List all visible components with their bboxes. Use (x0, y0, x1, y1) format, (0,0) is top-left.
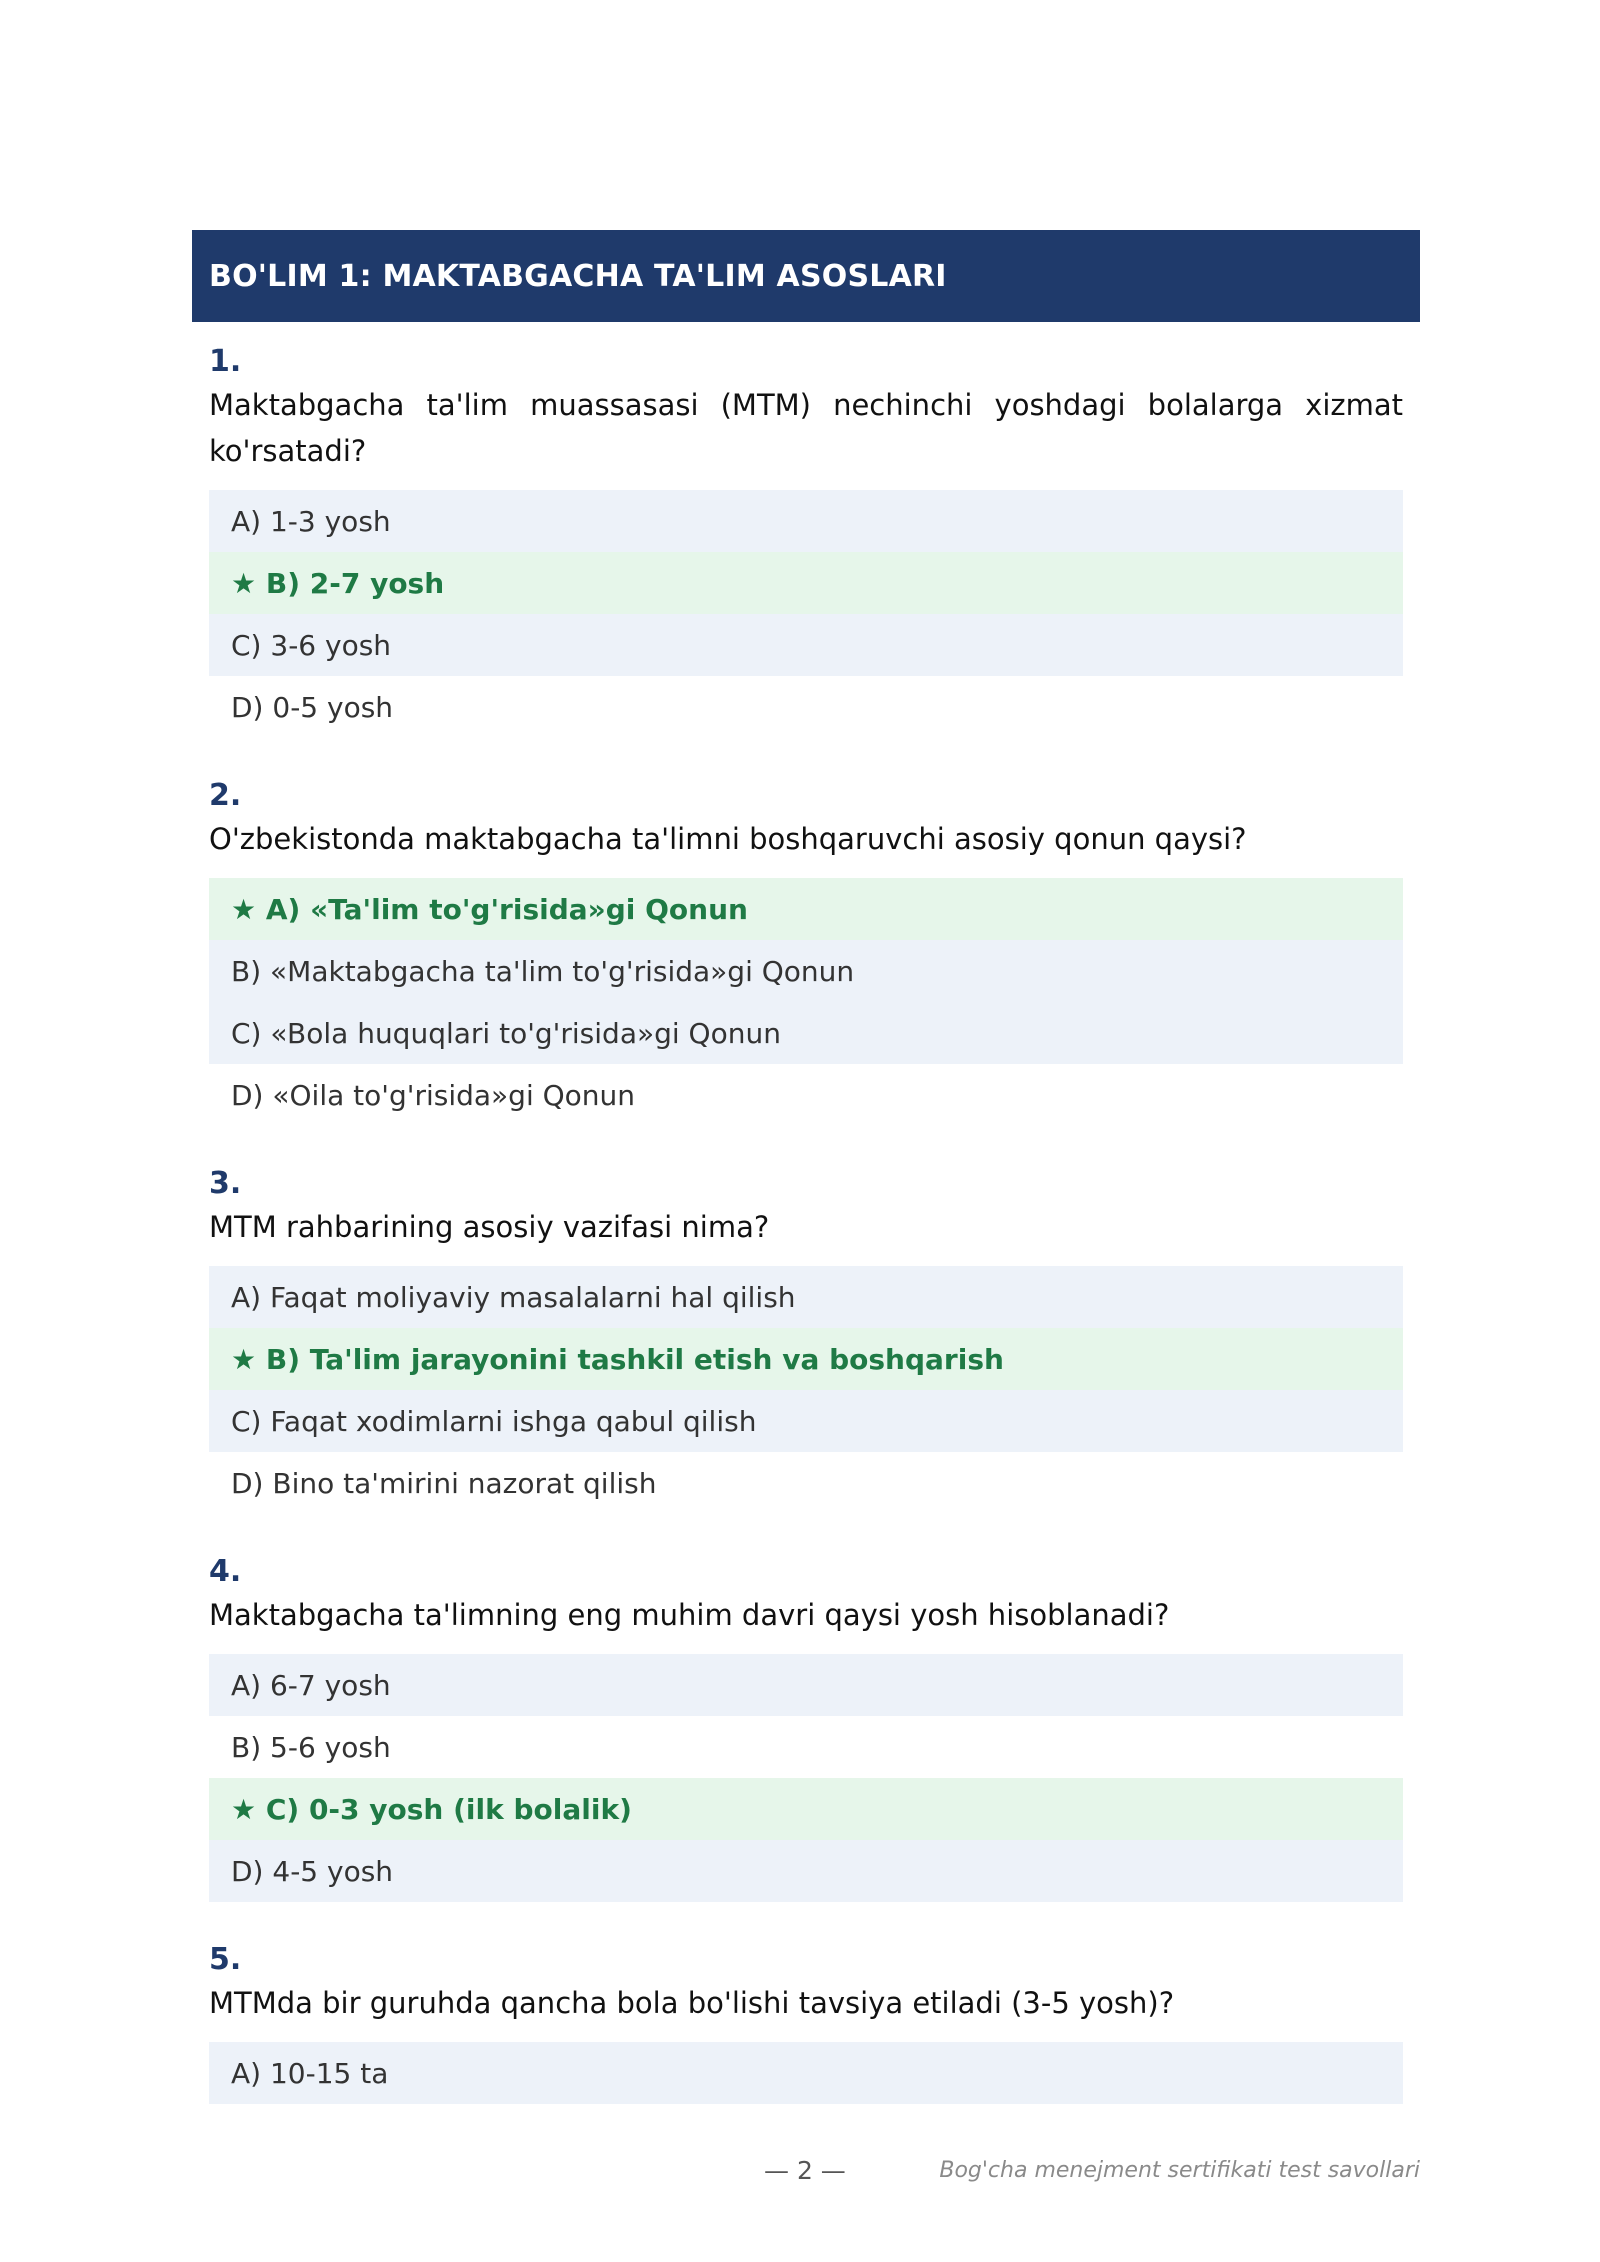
question-number: 4. (209, 1554, 242, 1589)
footer-title: Bog'cha menejment sertifikati test savollari (939, 2158, 1420, 2183)
section-header (192, 230, 1420, 322)
question-text: O'zbekistonda maktabgacha ta'limni boshqaruvchi asosiy qonun qaysi? (209, 822, 1247, 856)
answer-option (209, 2042, 1403, 2104)
option-label: ★ A) «Ta'lim to'g'risida»gi Qonun (231, 892, 748, 926)
section-title: BO'LIM 1: MAKTABGACHA TA'LIM ASOSLARI (209, 258, 947, 294)
option-label: ★ B) Ta'lim jarayonini tashkil etish va boshqarish (231, 1342, 1004, 1376)
question-text: MTM rahbarining asosiy vazifasi nima? (209, 1210, 770, 1244)
answer-option (209, 1002, 1403, 1064)
option-label: D) 4-5 yosh (231, 1854, 394, 1888)
option-label: C) 3-6 yosh (231, 628, 392, 662)
answer-option (209, 1716, 1403, 1778)
answer-option (209, 940, 1403, 1002)
answer-option (209, 1390, 1403, 1452)
question-block (192, 1940, 1420, 2104)
question-list (192, 342, 1420, 2104)
answer-option (209, 1266, 1403, 1328)
answer-option (209, 1654, 1403, 1716)
question-block (192, 342, 1420, 738)
question-text: Maktabgacha ta'limning eng muhim davri qaysi yosh hisoblanadi? (209, 1598, 1170, 1632)
correct-answer-option (209, 878, 1403, 940)
option-label: B) «Maktabgacha ta'lim to'g'risida»gi Qonun (231, 954, 855, 988)
answer-options (209, 490, 1403, 738)
question-block (192, 1164, 1420, 1514)
answer-option (209, 1840, 1403, 1902)
question-number: 3. (209, 1166, 242, 1201)
option-label: C) «Bola huquqlari to'g'risida»gi Qonun (231, 1016, 781, 1050)
question-block (192, 776, 1420, 1126)
answer-option (209, 490, 1403, 552)
option-label: A) 1-3 yosh (231, 504, 391, 538)
option-label: D) «Oila to'g'risida»gi Qonun (231, 1078, 636, 1112)
answer-option (209, 676, 1403, 738)
correct-answer-option (209, 552, 1403, 614)
option-label: A) 6-7 yosh (231, 1668, 391, 1702)
question-number: 5. (209, 1942, 242, 1977)
answer-options (209, 878, 1403, 1126)
option-label: ★ C) 0-3 yosh (ilk bolalik) (231, 1792, 632, 1826)
option-label: B) 5-6 yosh (231, 1730, 391, 1764)
correct-answer-option (209, 1778, 1403, 1840)
question-text: Maktabgacha ta'lim muassasasi (MTM) nechinchi yoshdagi bolalarga xizmat ko'rsatadi? (209, 388, 1403, 468)
option-label: A) 10-15 ta (231, 2056, 389, 2090)
option-label: C) Faqat xodimlarni ishga qabul qilish (231, 1404, 757, 1438)
question-block (192, 1552, 1420, 1902)
answer-options (209, 1654, 1403, 1902)
question-text: MTMda bir guruhda qancha bola bo'lishi tavsiya etiladi (3-5 yosh)? (209, 1986, 1175, 2020)
option-label: D) Bino ta'mirini nazorat qilish (231, 1466, 657, 1500)
answer-option (209, 1064, 1403, 1126)
document-page (192, 230, 1420, 2104)
answer-options (209, 1266, 1403, 1514)
correct-answer-option (209, 1328, 1403, 1390)
option-label: D) 0-5 yosh (231, 690, 394, 724)
question-number: 1. (209, 344, 242, 379)
answer-option (209, 614, 1403, 676)
option-label: A) Faqat moliyaviy masalalarni hal qilish (231, 1280, 796, 1314)
answer-options (209, 2042, 1403, 2104)
page-number: — 2 — (764, 2156, 846, 2185)
answer-option (209, 1452, 1403, 1514)
option-label: ★ B) 2-7 yosh (231, 566, 445, 600)
question-number: 2. (209, 778, 242, 813)
